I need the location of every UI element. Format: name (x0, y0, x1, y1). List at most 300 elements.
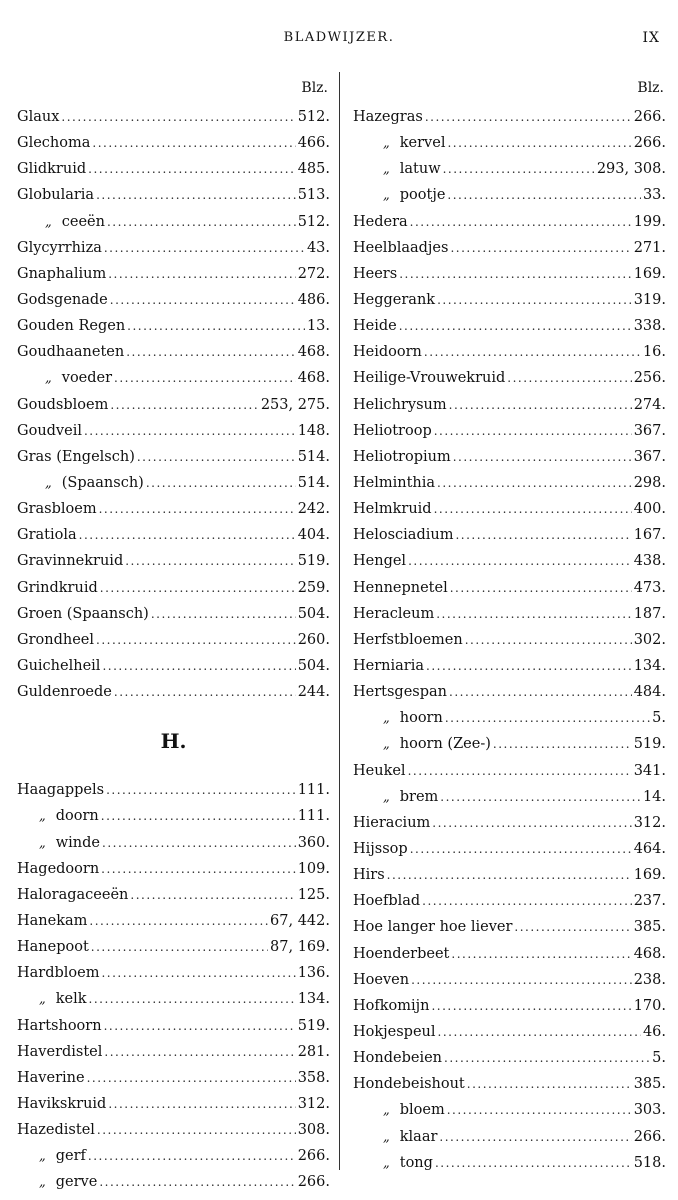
entry-term-text: Godsgenade (17, 292, 108, 309)
entry-page: 148. (297, 422, 330, 439)
dot-leader (437, 476, 632, 490)
dot-leader (440, 790, 641, 804)
entry-term-text: Gravinnekruid (17, 553, 124, 570)
dot-leader (101, 966, 295, 980)
dot-leader (438, 1025, 641, 1039)
entry-page: 5. (652, 1050, 666, 1067)
entry-term (353, 527, 453, 543)
dot-leader (493, 737, 632, 751)
section-heading: H. (160, 729, 187, 754)
dot-leader (434, 424, 632, 438)
entry-page: 513. (297, 187, 330, 204)
dot-leader (108, 1097, 295, 1111)
ditto-mark: „ (383, 711, 390, 727)
dot-leader (408, 764, 632, 778)
dot-leader (100, 581, 296, 595)
dot-leader (399, 267, 632, 281)
entry-term-text: Havikskruid (17, 1095, 107, 1112)
entry-term (17, 808, 99, 824)
entry-page: 199. (633, 213, 666, 230)
entry-term (17, 161, 86, 177)
index-entry (17, 1013, 330, 1039)
entry-term (353, 1155, 433, 1171)
entry-page: 341. (633, 762, 666, 779)
entry-term-text: Grindkruid (17, 579, 98, 596)
entry-page: 312. (633, 814, 666, 831)
entry-term-text: Hanepoot (17, 939, 89, 956)
entry-term-text: Helminthia (353, 475, 436, 492)
entry-page: 367. (633, 422, 666, 439)
index-entry (353, 522, 666, 548)
ditto-mark: „ (383, 1103, 390, 1119)
dot-leader (422, 894, 632, 908)
page-number: IX (642, 30, 660, 46)
entry-page: 404. (297, 527, 330, 544)
entry-term-text: gerve (55, 1174, 98, 1191)
entry-term-text: Gratiola (17, 527, 77, 544)
entry-term-text: Hartshoorn (17, 1017, 102, 1034)
index-entry (353, 941, 666, 967)
column-divider (339, 72, 340, 1170)
entry-page: 281. (297, 1043, 330, 1060)
ditto-mark: „ (45, 476, 52, 492)
index-entry (353, 1150, 666, 1176)
blz-label: Blz. (637, 80, 664, 96)
index-entry (17, 156, 330, 182)
index-entry (17, 653, 330, 679)
entry-term (17, 475, 144, 491)
dot-leader (108, 267, 296, 281)
entry-term-text: Hazegras (353, 109, 423, 126)
index-entry (17, 496, 330, 522)
entry-term (17, 580, 98, 596)
index-entry (17, 182, 330, 208)
entry-page: 170. (633, 997, 666, 1014)
entry-page: 136. (297, 965, 330, 982)
entry-term-text: Goudveil (17, 422, 82, 439)
entry-page: 358. (297, 1069, 330, 1086)
entry-page: 485. (297, 161, 330, 178)
index-entry (17, 444, 330, 470)
entry-page: 256. (633, 370, 666, 387)
dot-leader (431, 999, 631, 1013)
entry-page: 259. (297, 579, 330, 596)
entry-term (353, 841, 408, 857)
dot-leader (437, 293, 632, 307)
dot-leader (467, 1077, 632, 1091)
left-column (17, 80, 330, 1195)
entry-term-text: Hirs (353, 867, 385, 884)
dot-leader (453, 450, 632, 464)
dot-leader (435, 1156, 632, 1170)
index-entry (17, 287, 330, 313)
entry-page: 43. (306, 239, 330, 256)
entry-page: 466. (297, 135, 330, 152)
index-entry (17, 908, 330, 934)
entry-page: 125. (297, 886, 330, 903)
entry-term (353, 580, 448, 596)
index-entry (17, 235, 330, 261)
entry-page: 360. (297, 834, 330, 851)
entry-term (353, 292, 435, 308)
index-entry (17, 548, 330, 574)
entry-term (17, 214, 105, 230)
entry-term (353, 370, 505, 386)
dot-leader (426, 659, 632, 673)
index-entry (353, 601, 666, 627)
entry-term-text: Heilige-Vrouwekruid (353, 370, 506, 387)
entry-term (17, 1018, 102, 1034)
page-header (0, 30, 678, 54)
dot-leader (399, 319, 632, 333)
entry-term (353, 1024, 436, 1040)
index-entry (17, 365, 330, 391)
index-entry (353, 365, 666, 391)
dot-leader (110, 398, 258, 412)
entry-page: 46. (642, 1023, 666, 1040)
dot-leader (445, 711, 650, 725)
entry-term-text: Heelblaadjes (353, 239, 449, 256)
entry-page: 266. (633, 1128, 666, 1145)
entry-term (353, 161, 441, 177)
entry-term-text: Goudsbloem (17, 396, 109, 413)
entry-term-text: Haagappels (17, 782, 105, 799)
entry-term-text: Heide (353, 318, 397, 335)
entry-term (17, 1070, 85, 1086)
entry-term (17, 501, 97, 517)
dot-leader (126, 345, 295, 359)
entry-term (17, 939, 89, 955)
entry-term-text: ceeën (61, 213, 105, 230)
entry-page: 512. (297, 109, 330, 126)
entry-page: 319. (633, 292, 666, 309)
entry-term-text: Hoeven (353, 971, 410, 988)
entry-term-text: Hondebeishout (353, 1076, 465, 1093)
entry-page: 303. (633, 1102, 666, 1119)
dot-leader (411, 973, 632, 987)
ditto-mark: „ (39, 809, 46, 825)
index-entry (353, 470, 666, 496)
entry-page: 242. (297, 501, 330, 518)
entry-term (353, 214, 408, 230)
entry-term (353, 972, 409, 988)
dot-leader (99, 1175, 295, 1189)
entry-page: 14. (642, 788, 666, 805)
entry-term (353, 867, 385, 883)
entry-term (353, 344, 422, 360)
right-column (353, 80, 666, 1176)
entry-term-text: hoorn (Zee-) (399, 736, 491, 753)
index-entry (17, 392, 330, 418)
index-entry (17, 130, 330, 156)
entry-term (17, 527, 77, 543)
entry-page: 438. (633, 553, 666, 570)
index-entry (17, 986, 330, 1012)
index-entry (17, 470, 330, 496)
index-entry (353, 705, 666, 731)
dot-leader (424, 345, 641, 359)
entry-term-text: Hardbloem (17, 965, 100, 982)
dot-leader (91, 940, 268, 954)
entry-page: 271. (633, 239, 666, 256)
index-entry (353, 1019, 666, 1045)
entry-term-text: Hennepnetel (353, 579, 448, 596)
dot-leader (114, 371, 296, 385)
index-entry (353, 444, 666, 470)
entry-page: 514. (297, 448, 330, 465)
dot-leader (436, 607, 631, 621)
index-entry (17, 1169, 330, 1195)
entry-page: 253, 275. (260, 396, 330, 413)
entry-page: 519. (633, 736, 666, 753)
dot-leader (410, 215, 632, 229)
entry-page: 272. (297, 265, 330, 282)
ditto-mark: „ (383, 1155, 390, 1171)
index-entry (17, 1091, 330, 1117)
entry-page: 518. (633, 1154, 666, 1171)
index-entry (353, 653, 666, 679)
entry-term (353, 710, 443, 726)
entry-term (17, 887, 128, 903)
entry-page: 468. (633, 945, 666, 962)
dot-leader (101, 862, 296, 876)
entry-term-text: Hedera (353, 213, 408, 230)
index-entry (17, 575, 330, 601)
entry-page: 266. (633, 109, 666, 126)
index-entry (353, 888, 666, 914)
index-entry (17, 803, 330, 829)
entry-term-text: Hertsgespan (353, 684, 447, 701)
index-entry (353, 496, 666, 522)
entry-term-text: Glaux (17, 109, 60, 126)
dot-leader (410, 842, 632, 856)
entry-list (353, 104, 666, 1176)
index-entry (353, 287, 666, 313)
dot-leader (130, 888, 295, 902)
ditto-mark: „ (39, 992, 46, 1008)
entry-page: 134. (297, 991, 330, 1008)
entry-term (17, 397, 108, 413)
entry-term (17, 109, 59, 125)
entry-term (17, 240, 102, 256)
entry-page: 266. (297, 1148, 330, 1165)
entry-term (17, 370, 112, 386)
dot-leader (444, 1051, 650, 1065)
entry-page: 293, 308. (596, 161, 666, 178)
index-entry (17, 313, 330, 339)
dot-leader (61, 110, 295, 124)
index-entry (353, 1071, 666, 1097)
entry-page: 13. (306, 318, 330, 335)
entry-term (353, 135, 445, 151)
entry-term-text: Gouden Regen (17, 318, 126, 335)
entry-page: 16. (642, 344, 666, 361)
entry-term-text: latuw (399, 161, 441, 178)
index-entry (17, 1065, 330, 1091)
entry-term (353, 423, 432, 439)
index-entry (353, 784, 666, 810)
entry-term-text: Hieracium (353, 814, 431, 831)
index-entry (353, 1045, 666, 1071)
entry-term-text: Hokjespeul (353, 1023, 436, 1040)
index-entry (17, 418, 330, 444)
entry-term (17, 318, 125, 334)
entry-term (17, 991, 87, 1007)
entry-page: 260. (297, 631, 330, 648)
entry-page: 274. (633, 396, 666, 413)
entry-page: 111. (297, 808, 330, 825)
entry-term-text: Heliotropium (353, 448, 451, 465)
entry-term (17, 861, 99, 877)
entry-page: 167. (633, 527, 666, 544)
index-entry (353, 182, 666, 208)
ditto-mark: „ (383, 188, 390, 204)
dot-leader (89, 992, 296, 1006)
index-entry (353, 731, 666, 757)
entry-term (353, 397, 447, 413)
entry-term-text: Haloragaceeën (17, 886, 129, 903)
entry-term (17, 782, 104, 798)
index-entry (17, 339, 330, 365)
index-entry (353, 862, 666, 888)
index-entry (353, 679, 666, 705)
entry-term (17, 658, 100, 674)
index-entry (353, 104, 666, 130)
ditto-mark: „ (45, 214, 52, 230)
entry-page: 244. (297, 684, 330, 701)
entry-term (353, 658, 424, 674)
index-entry (17, 882, 330, 908)
entry-term-text: Haverine (17, 1069, 85, 1086)
ditto-mark: „ (39, 835, 46, 851)
entry-page: 484. (633, 684, 666, 701)
dot-leader (151, 607, 296, 621)
entry-term (17, 553, 123, 569)
entry-term (17, 965, 99, 981)
entry-term-text: Goudhaaneten (17, 344, 125, 361)
dot-leader (106, 783, 296, 797)
dot-leader (89, 914, 268, 928)
index-entry (17, 209, 330, 235)
entry-term-text: kervel (399, 135, 446, 152)
entry-term (353, 684, 447, 700)
dot-leader (137, 450, 296, 464)
entry-page: 519. (297, 1017, 330, 1034)
index-entry (353, 810, 666, 836)
entry-term-text: brem (399, 788, 439, 805)
entry-term (353, 501, 432, 517)
entry-term (17, 913, 87, 929)
entry-page: 302. (633, 631, 666, 648)
index-entry (353, 235, 666, 261)
entry-term (353, 1076, 465, 1092)
index-entry (353, 914, 666, 940)
entry-term-text: Hengel (353, 553, 407, 570)
dot-leader (101, 809, 296, 823)
entry-page: 266. (297, 1174, 330, 1191)
entry-term-text: bloem (399, 1102, 445, 1119)
index-entry (17, 627, 330, 653)
entry-term-text: Globularia (17, 187, 95, 204)
entry-term-text: gerf (55, 1148, 86, 1165)
entry-term-text: Gnaphalium (17, 265, 107, 282)
dot-leader (146, 476, 296, 490)
entry-term (353, 266, 397, 282)
entry-term (353, 919, 512, 935)
entry-term (353, 763, 406, 779)
index-entry (353, 1097, 666, 1123)
entry-term-text: Helichrysum (353, 396, 447, 413)
page-title: BLADWIJZER. (283, 30, 395, 45)
dot-leader (465, 633, 632, 647)
dot-leader (114, 685, 296, 699)
entry-term-text: Heers (353, 265, 398, 282)
dot-leader (110, 293, 296, 307)
index-entry (353, 967, 666, 993)
entry-term (17, 684, 112, 700)
entry-term-text: Hanekam (17, 913, 88, 929)
entry-term-text: Hoefblad (353, 893, 421, 910)
entry-term-text: klaar (399, 1128, 438, 1145)
dot-leader (432, 816, 631, 830)
dot-leader (507, 371, 631, 385)
index-entry (17, 261, 330, 287)
dot-leader (449, 398, 632, 412)
index-entry (17, 1143, 330, 1169)
index-entry (353, 156, 666, 182)
entry-list (17, 104, 330, 705)
entry-term-text: tong (399, 1154, 433, 1171)
entry-page: 468. (297, 344, 330, 361)
entry-page: 385. (633, 1076, 666, 1093)
entry-page: 464. (633, 841, 666, 857)
dot-leader (447, 1103, 632, 1117)
dot-leader (451, 947, 631, 961)
index-entry (353, 261, 666, 287)
entry-page: 67, 442. (270, 913, 330, 929)
entry-term-text: Heggerank (353, 292, 436, 309)
entry-term (17, 1096, 106, 1112)
entry-page: 519. (297, 553, 330, 570)
entry-term (353, 240, 448, 256)
entry-term (353, 606, 434, 622)
ditto-mark: „ (45, 371, 52, 387)
entry-term-text: Guldenroede (17, 684, 112, 701)
entry-term-text: doorn (55, 808, 99, 825)
entry-term (17, 187, 94, 203)
entry-term (353, 736, 491, 752)
entry-term-text: Herfstbloemen (353, 631, 463, 648)
entry-term (353, 1050, 442, 1066)
dot-leader (449, 685, 632, 699)
index-entry (17, 522, 330, 548)
ditto-mark: „ (383, 162, 390, 178)
dot-leader (102, 836, 296, 850)
entry-page: 111. (297, 782, 330, 799)
index-entry (353, 758, 666, 784)
entry-term (17, 292, 108, 308)
entry-term (17, 449, 135, 465)
entry-term-text: kelk (55, 991, 87, 1008)
entry-page: 308. (297, 1122, 330, 1139)
index-entry (17, 777, 330, 803)
index-entry (17, 934, 330, 960)
entry-page: 33. (642, 187, 666, 204)
dot-leader (125, 554, 295, 568)
ditto-mark: „ (39, 1175, 46, 1191)
entry-term-text: Gras (Engelsch) (17, 448, 135, 465)
entry-page: 486. (297, 292, 330, 309)
